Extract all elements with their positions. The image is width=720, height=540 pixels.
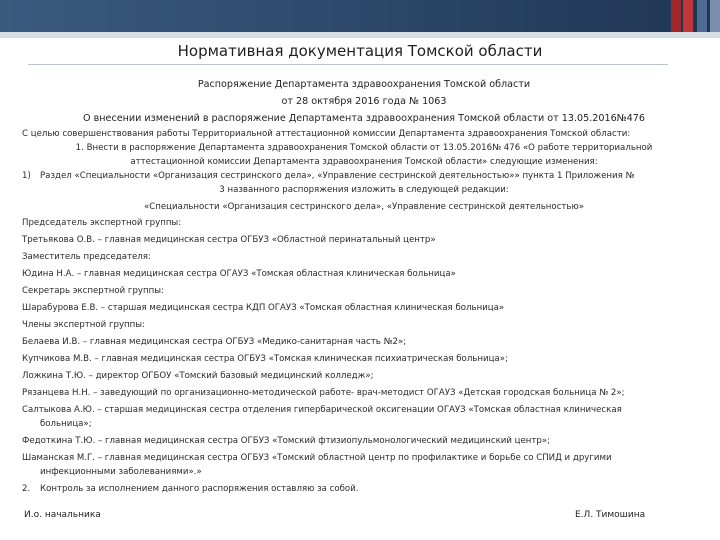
member-entry-continuation: инфекционными заболеваниями».»	[40, 467, 202, 477]
item-2-number: 2.	[22, 484, 31, 494]
subitem-1-continuation: 3 названного распоряжения изложить в следующей редакции:	[219, 185, 509, 195]
section-title: «Специальности «Организация сестринского дела», «Управление сестринской деятельностью»	[144, 202, 584, 212]
intro-paragraph: С целью совершенствования работы Территориальной аттестационной комиссии Департамента здравоохранения Томской области:	[22, 129, 631, 139]
deputy-label: Заместитель председателя:	[22, 252, 151, 262]
signature-name: Е.Л. Тимошина	[575, 510, 646, 520]
decree-subject: О внесении изменений в распоряжение Департамента здравоохранения Томской области от 13.05.2016№476	[83, 113, 645, 124]
secretary-entry: Шарабурова Е.В. – старшая медицинская сестра КДП ОГАУЗ «Томская областная клиническая больница»	[22, 303, 505, 313]
secretary-label: Секретарь экспертной группы:	[22, 286, 164, 296]
member-entry: Рязанцева Н.Н. – заведующий по организационно-методической работе- врач-методист ОГАУЗ «Детская городская больница № 2»;	[22, 388, 625, 398]
slide-title: Нормативная документация Томской области	[177, 42, 543, 60]
member-entry: Шаманская М.Г. – главная медицинская сестра ОГБУЗ «Томский областной центр по профилактике и борьбе со СПИД и другими	[22, 453, 612, 463]
subitem-1-text-a: Раздел «Специальности «Организация сестринского дела», «Управление сестринской деятельностью»» пункта 1 Приложения №	[40, 171, 635, 181]
signature-position: И.о. начальника	[24, 510, 101, 520]
item-1-number: 1.	[75, 143, 84, 153]
top-banner	[0, 0, 720, 32]
subitem-1-number: 1)	[22, 171, 31, 181]
decree-heading: Распоряжение Департамента здравоохранения Томской области	[197, 79, 531, 90]
member-entry-continuation: больница»;	[40, 419, 92, 429]
title-divider	[28, 64, 668, 65]
member-entry: Ложкина Т.Ю. – директор ОГБОУ «Томский базовый медицинский колледж»;	[22, 371, 374, 381]
item-1-text-b: аттестационной комиссии Департамента здравоохранения Томской области» следующие изменения:	[130, 157, 598, 167]
members-label: Члены экспертной группы:	[22, 320, 145, 330]
banner-accent-stripe	[683, 0, 693, 32]
member-entry: Белаева И.В. – главная медицинская сестра ОГБУЗ «Медико-санитарная часть №2»;	[22, 337, 407, 347]
chair-entry: Третьякова О.В. – главная медицинская сестра ОГБУЗ «Областной перинатальный центр»	[22, 235, 436, 245]
item-2	[22, 482, 706, 496]
item-1-text-a: Внести в распоряжение Департамента здравоохранения Томской области от 13.05.2016№ 476 «О работе территориальной	[86, 143, 653, 153]
deputy-entry: Юдина Н.А. – главная медицинская сестра ОГАУЗ «Томская областная клиническая больница»	[22, 269, 456, 279]
document-body	[22, 76, 706, 496]
item-1	[22, 141, 706, 169]
banner-accent-stripe	[697, 0, 707, 32]
member-entry: Федоткина Т.Ю. – главная медицинская сестра ОГБУЗ «Томский фтизиопульмонологический медицинский центр»;	[22, 436, 551, 446]
banner-underline	[0, 32, 720, 38]
member-entry: Купчикова М.В. – главная медицинская сестра ОГБУЗ «Томская клиническая психиатрическая больница»;	[22, 354, 508, 364]
member-entry: Салтыкова А.Ю. – старшая медицинская сестра отделения гипербарической оксигенации ОГАУЗ «Томская областная клиническая	[22, 405, 622, 415]
subitem-1	[22, 169, 706, 183]
item-2-text: Контроль за исполнением данного распоряжения оставляю за собой.	[40, 484, 359, 494]
banner-accent-stripe	[671, 0, 681, 32]
banner-accent-stripe	[710, 0, 720, 32]
chair-label: Председатель экспертной группы:	[22, 218, 182, 228]
decree-date: от 28 октября 2016 года № 1063	[281, 96, 447, 107]
